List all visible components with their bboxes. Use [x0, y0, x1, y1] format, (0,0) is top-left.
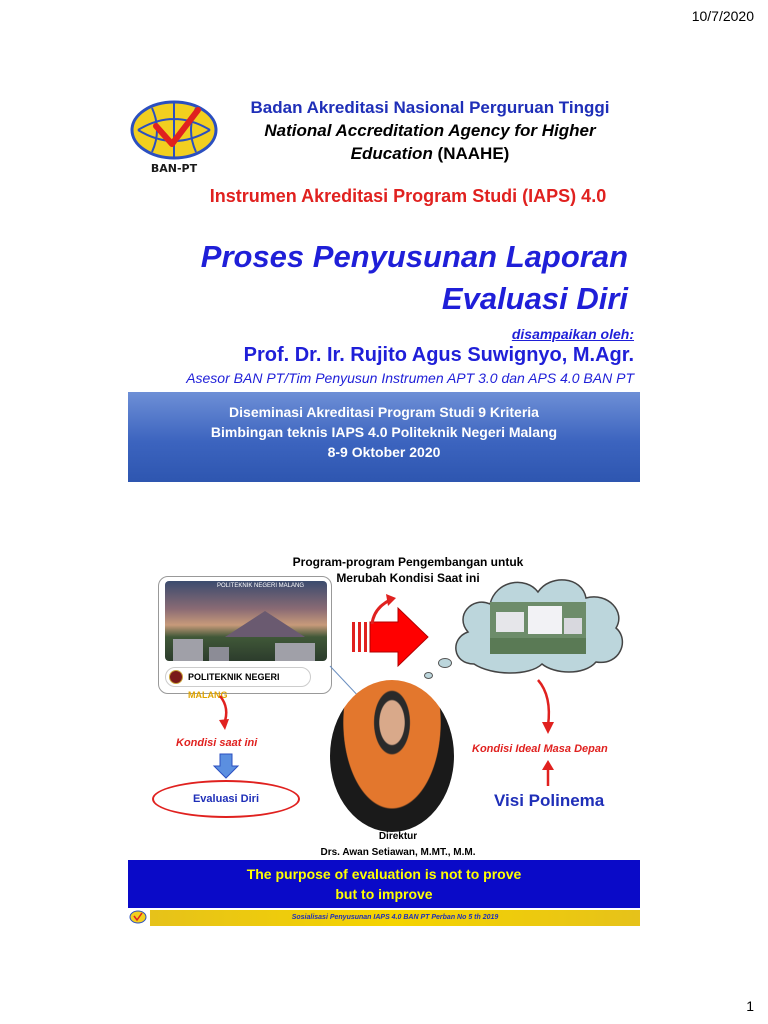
banner-line-1: Diseminasi Akreditasi Program Studi 9 Kriteria	[229, 404, 539, 420]
org-name-english-cont	[236, 144, 624, 164]
slide-footer	[128, 908, 640, 928]
org-name-english: National Accreditation Agency for Higher	[264, 121, 596, 140]
logo-text: BAN-PT	[150, 162, 198, 175]
presenter-role: Asesor BAN PT/Tim Penyusun Instrumen APT 3.0 dan APS 4.0 BAN PT	[186, 370, 634, 386]
title-line-1: Proses Penyusunan Laporan	[200, 239, 628, 274]
presenter-label: disampaikan oleh:	[511, 326, 634, 342]
purpose-line-2: but to improve	[335, 886, 433, 902]
curved-arrow-icon	[372, 600, 390, 624]
blue-down-arrow-icon	[214, 754, 238, 778]
down-arrow-icon	[538, 680, 549, 726]
page-number: 1	[746, 998, 754, 1014]
org-name-indonesian: Badan Akreditasi Nasional Perguruan Tinggi	[250, 98, 610, 117]
title-slide	[128, 90, 640, 482]
ideal-condition-label: Kondisi Ideal Masa Depan	[472, 743, 608, 755]
diagram-slide	[128, 548, 640, 928]
purpose-banner	[128, 860, 640, 908]
ban-pt-mini-logo	[128, 909, 148, 927]
ban-pt-logo	[128, 98, 220, 176]
instrument-subtitle: Instrumen Akreditasi Program Studi (IAPS) 4.0	[209, 186, 607, 206]
campus-sign: POLITEKNIK NEGERI MALANG	[217, 583, 305, 589]
event-banner	[128, 392, 640, 482]
purpose-line-1: The purpose of evaluation is not to prove	[246, 866, 522, 882]
title-line-2: Evaluasi Diri	[441, 281, 628, 316]
current-condition-label: Kondisi saat ini	[176, 737, 258, 749]
vision-label: Visi Polinema	[494, 791, 605, 810]
director-photo	[330, 680, 454, 832]
director-name: Drs. Awan Setiawan, M.MT., M.M.	[320, 847, 476, 858]
program-title-line-1: Program-program Pengembangan untuk	[292, 555, 524, 569]
organization-name	[236, 98, 624, 164]
polinema-label-text: POLITEKNIK NEGERI	[188, 672, 280, 682]
director-title: Direktur	[378, 831, 418, 842]
program-title-line-2: Merubah Kondisi Saat ini	[336, 571, 480, 585]
director-caption	[288, 829, 508, 861]
org-acronym: (NAAHE)	[432, 144, 510, 163]
print-date: 10/7/2020	[691, 8, 754, 24]
slide-title	[148, 236, 628, 320]
banner-line-2: Bimbingan teknis IAPS 4.0 Politeknik Negeri Malang	[210, 424, 558, 440]
self-evaluation-oval: Evaluasi Diri	[152, 780, 300, 818]
banner-line-3: 8-9 Oktober 2020	[327, 444, 441, 460]
footer-text: Sosialisasi Penyusunan IAPS 4.0 BAN PT Perban No 5 th 2019	[150, 910, 640, 926]
big-red-arrow-icon	[352, 608, 428, 666]
presenter-name: Prof. Dr. Ir. Rujito Agus Suwignyo, M.Agr.	[243, 344, 634, 366]
polinema-label-malang: MALANG	[188, 690, 228, 700]
org-name-education: Education	[350, 144, 433, 163]
